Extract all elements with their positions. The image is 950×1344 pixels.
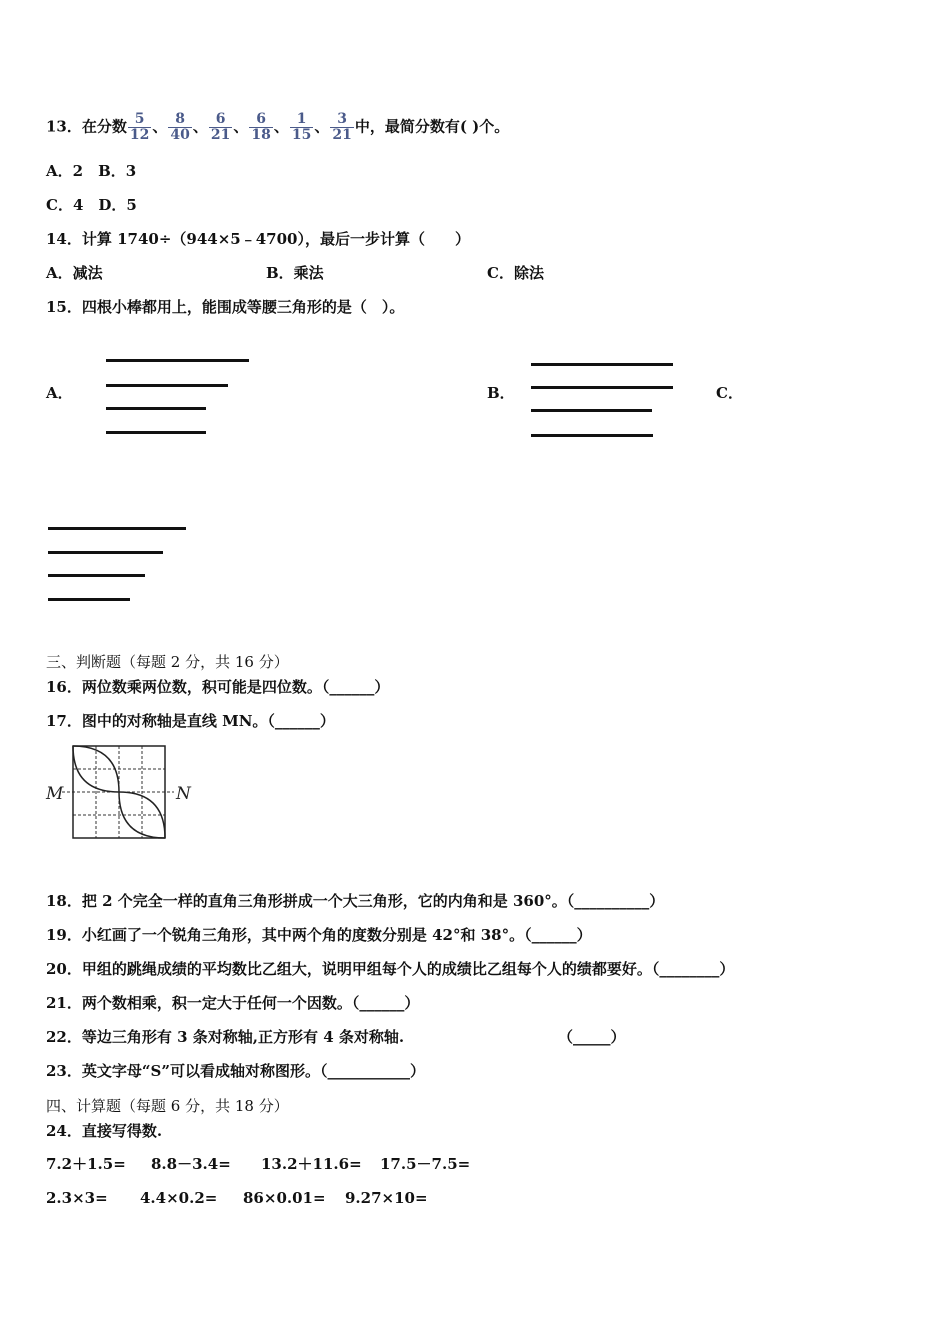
stick [531,434,653,437]
fraction: $\frac{3}{21}$ [332,111,352,143]
stick [48,527,186,530]
section4-title: 四、计算题（每题 6 分，共 18 分） [46,1097,289,1115]
q13-suffix: 中，最简分数有( )个。 [354,117,510,136]
q21: 21．两个数相乘，积一定大于任何一个因数。（______） [46,994,420,1012]
calc-item: 7.2＋1.5= [46,1155,126,1173]
q14-option-a: A．减法 [46,264,103,282]
q20: 20．甲组的跳绳成绩的平均数比乙组大，说明甲组每个人的成绩比乙组每个人的绩都要好。（________） [46,960,735,978]
q16: 16．两位数乘两位数，积可能是四位数。（______） [46,678,390,696]
q17: 17．图中的对称轴是直线 MN。（______） [46,712,335,730]
fraction: $\frac{6}{21}$ [210,111,231,143]
q19: 19．小红画了一个锐角三角形，其中两个角的度数分别是 42°和 38°。（______） [46,926,592,944]
calc-item: 13.2＋11.6= [261,1155,362,1173]
calc-item: 8.8－3.4= [151,1155,231,1173]
q15-stem: 15．四根小棒都用上，能围成等腰三角形的是（ ）。 [46,298,405,316]
stick [106,384,228,387]
q14-option-b: B．乘法 [266,264,324,282]
q18: 18．把 2 个完全一样的直角三角形拼成一个大三角形，它的内角和是 360°。（__________） [46,892,665,910]
stick [48,551,163,554]
calc-item: 86×0.01= [243,1189,326,1207]
stick [531,363,673,366]
q24: 24．直接写得数. [46,1122,163,1140]
q13-options-row2: C．4 D．5 [46,196,137,214]
stick [48,574,145,577]
stick [106,431,206,434]
label-n: N [176,784,191,804]
q22: 22．等边三角形有 3 条对称轴,正方形有 4 条对称轴. [46,1028,405,1046]
q13-options-row1: A．2 B．3 [46,162,137,180]
q22-blank: （_____） [558,1028,626,1046]
q15-label-c: C． [716,384,743,402]
calc-item: 4.4×0.2= [140,1189,218,1207]
fraction: $\frac{8}{40}$ [170,111,190,143]
q23: 23．英文字母“S”可以看成轴对称图形。（___________） [46,1062,425,1080]
q14-option-c: C．除法 [487,264,544,282]
stick [106,407,206,410]
label-m: M [46,784,64,804]
calc-item: 17.5－7.5= [380,1155,471,1173]
symmetry-figure [44,743,204,843]
q15-label-a: A． [46,384,73,402]
fraction: $\frac{5}{12}$ [129,111,150,143]
stick [48,598,130,601]
fraction: $\frac{1}{15}$ [291,111,312,143]
calc-item: 9.27×10= [345,1189,428,1207]
stick [531,386,673,389]
section3-title: 三、判断题（每题 2 分，共 16 分） [46,653,289,671]
q13-stem: 13．在分数 $\frac{5}{12}$ 、 $\frac{8}{40}$ 、 $\frac{6}{21}$ 、 $\frac{6}{18}$ 、 $\frac{1}{15}$ 、 $\frac{3}{21}$ 中，最简分数有( )个。 [46,111,510,143]
calc-item: 2.3×3= [46,1189,108,1207]
q14-stem: 14．计算 1740÷（944×5﹣4700），最后一步计算（ ） [46,230,470,248]
stick [106,359,249,362]
stick [531,409,652,412]
q15-label-b: B． [487,384,515,402]
q13-prefix: 13．在分数 [46,117,127,136]
fraction: $\frac{6}{18}$ [251,111,271,143]
